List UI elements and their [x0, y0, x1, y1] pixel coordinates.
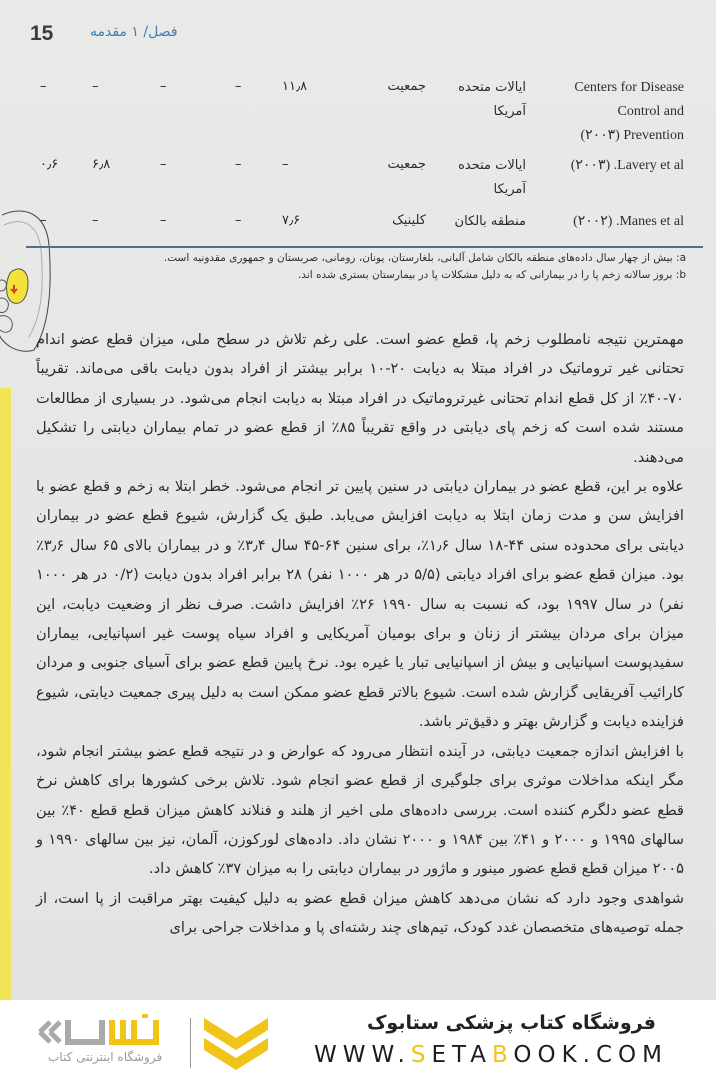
table-bottom-rule — [26, 246, 703, 248]
paragraph: شواهدی وجود دارد که نشان می‌دهد کاهش میزان قطع عضو به دلیل کیفیت بهتر مراقبت از پا است، از جمله توصیه‌های متخصصان غدد کودک، تیم‌های چند رشته‌ای پا و مداخلات جراحی برای — [36, 889, 684, 937]
value-cell: – — [160, 79, 167, 94]
location-cell: ایالات متحده آمریکا — [458, 80, 526, 119]
reference-cell: (۲۰۰۲) .Manes et al — [573, 214, 684, 229]
footnote-a: a: بیش از چهار سال داده‌های منطقه بالکان شامل آلبانی، بلغارستان، یونان، رومانی، صربستان و جمهوری مقدونیه است. — [163, 252, 686, 264]
value-cell: ۶٫۸ — [92, 157, 111, 172]
value-cell: ۷٫۶ — [282, 213, 301, 228]
value-cell: – — [235, 79, 242, 94]
location-cell: ایالات متحده آمریکا — [458, 158, 526, 197]
value-cell: ۱۱٫۸ — [282, 79, 308, 94]
side-color-strip — [0, 388, 11, 1000]
value-cell: ۰٫۶ — [40, 157, 59, 172]
body-text — [36, 325, 684, 943]
population-cell: کلینیک — [392, 213, 426, 228]
chevron-logo-icon — [200, 1012, 272, 1070]
paragraph: مهمترین نتیجه نامطلوب زخم پا، قطع عضو است. علی رغم تلاش در سطح ملی، میزان قطع عضو اندام تحتانی غیر تروماتیک در افراد مبتلا به دیابت ۲۰-۱۰ برابر بیشتر از افراد بدون دیابت باقی می‌ماند. تقریباً ۷۰-۴۰٪ از کل قطع اندام تحتانی غیرتروماتیک در افراد مبتلا به دیابت انجام می‌شود. در بسیاری از مطالعات مستند شده است که زخم پای دیابتی در واقع تقریباً ۸۵٪ از قطع عضو در تمام بیماران دیابتی را تشکیل می‌دهند. — [36, 331, 685, 466]
value-cell: – — [40, 79, 47, 94]
value-cell: – — [92, 213, 99, 228]
setabook-wordmark-icon — [34, 1012, 184, 1052]
value-cell: – — [235, 157, 242, 172]
store-name: فروشگاه کتاب پزشکی ستابوک — [366, 1012, 656, 1034]
store-watermark-footer — [0, 1000, 716, 1079]
value-cell: – — [235, 213, 242, 228]
paragraph: با افزایش اندازه جمعیت دیابتی، در آینده انتظار می‌رود که عوارض و در نتیجه قطع عضو بیشتر انجام شود، مگر اینکه مداخلات موثری برای جلوگیری از قطع عضو انجام شود. تلاش برخی کشورها برای کاهش نرخ قطع عضو دلگرم کننده است. بررسی داده‌های ملی اخیر از هلند و فنلاند کاهش میزان قطع قطع ۴۰٪ بین سالهای ۱۹۹۵ و ۲۰۰۰ و ۴۱٪ بین ۱۹۸۴ و ۲۰۰۰ نشان داد. داده‌های لورکوزن، آلمان، نیز بین سالهای ۱۹۹۰ و ۲۰۰۵ میزان قطع قطع عضور مینور و ماژور در بیماران دیابتی را به میزان ۳۷٪ کاهش داد. — [36, 742, 685, 878]
value-cell: – — [160, 157, 167, 172]
table-row — [0, 76, 716, 146]
chapter-title: فصل/ ۱ مقدمه — [90, 24, 178, 40]
value-cell: – — [40, 213, 47, 228]
logo-subtitle: فروشگاه اینترنتی کتاب — [48, 1050, 163, 1064]
store-url: WWW.SETABOOK.COM — [313, 1042, 668, 1068]
population-cell: جمعیت — [387, 157, 426, 172]
population-cell: جمعیت — [387, 79, 426, 94]
paragraph: علاوه بر این، قطع عضو در بیماران دیابتی در سنین پایین تر انجام می‌شود. خطر ابتلا به زخم و قطع عضو با افزایش سن و مدت زمان ابتلا به دیابت افزایش می‌یابد. طبق یک گزارش، شیوع قطع عضو در بیماران دیابتی برای محدوده سنی ۴۴-۱۸ سال ۱٫۶٪، برای سنین ۶۴-۴۵ سال ۳٫۴٪ و در بیماران بالای ۶۵ سال ۳٫۶٪ بود. میزان قطع عضو برای افراد دیابتی (۵/۵ در هر ۱۰۰۰ نفر) ۲۸ برابر افراد بدون دیابت (۰/۲ در هر ۱۰۰۰ نفر) در سال ۱۹۹۷ بود، که نسبت به سال ۱۹۹۰ ۲۶٪ افزایش داشت. صرف نظر از وضعیت دیابت، این میزان برای مردان بیشتر از زنان و برای بومیان آمریکایی و افراد سیاه پوست غیر اسپانیایی، بیماران سفیدپوست اسپانیایی و بیش از اسپانیایی تبار یا غیره بود. نرخ پایین قطع عضو برای آسیای جنوبی و مردان کارائیب آفریقایی گزارش شده است. شیوع بالاتر قطع عضو ممکن است به دلیل پیری جمعیت دیابتی، شیوع فزاینده دیابت و گزارش بهتر و دقیق‌تر باشد. — [36, 478, 685, 731]
footnote-b: b: بروز سالانه زخم پا را در بیمارانی که به دلیل مشکلات پا در بیمارستان بستری شده اند. — [297, 269, 686, 281]
reference-cell: Centers for Disease Control and (۲۰۰۳) Prevention — [574, 80, 684, 143]
value-cell: – — [160, 213, 167, 228]
table-footnotes — [26, 250, 686, 284]
reference-cell: (۲۰۰۳) .Lavery et al — [570, 158, 684, 173]
page-number: 15 — [30, 22, 54, 45]
value-cell: – — [92, 79, 99, 94]
location-cell: منطقه بالکان — [454, 214, 526, 229]
value-cell: – — [282, 157, 289, 172]
logo-divider — [190, 1018, 191, 1068]
